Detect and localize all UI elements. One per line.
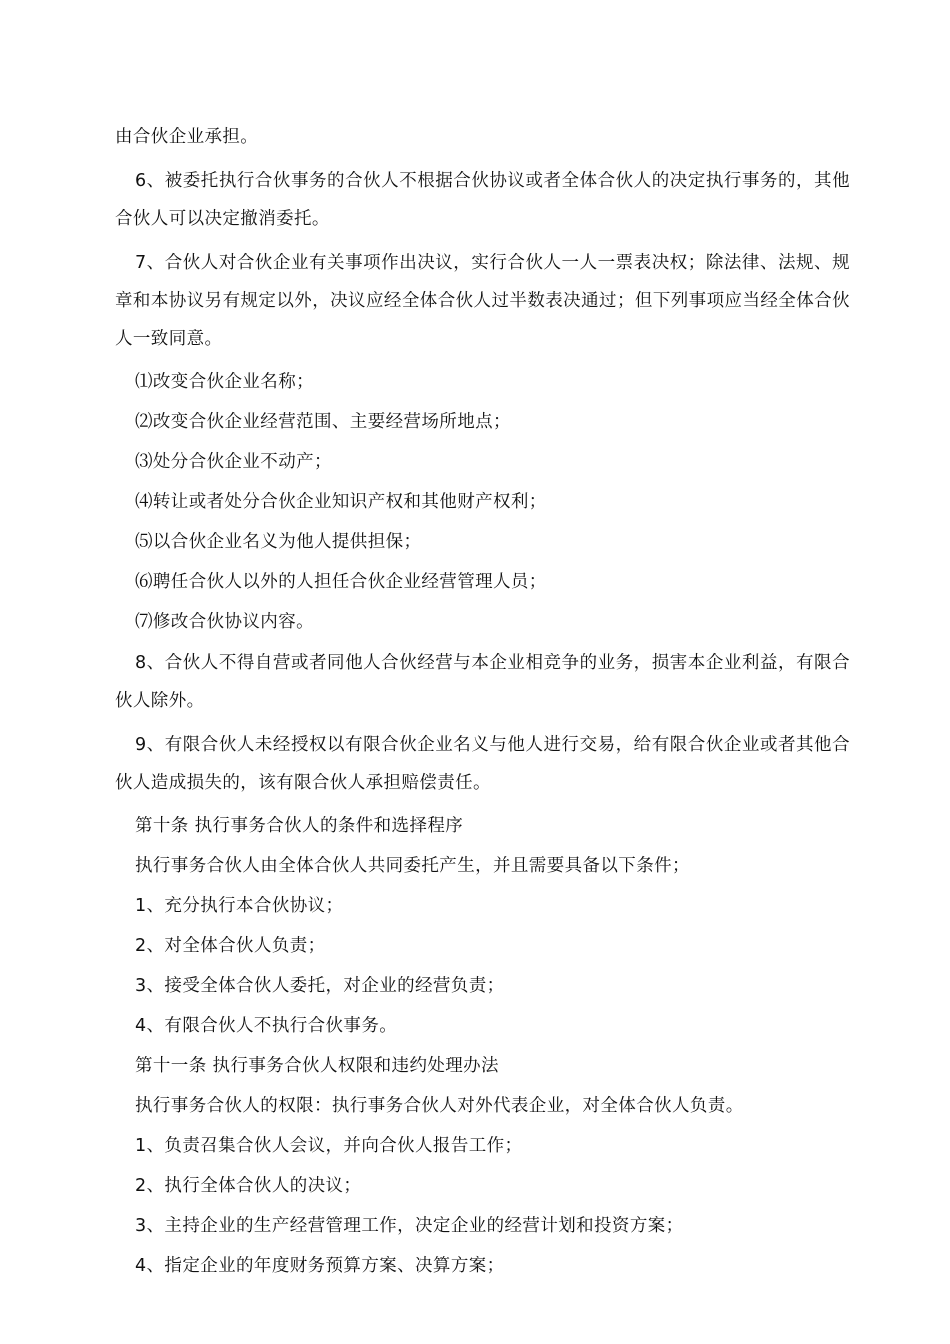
paragraph: 7、合伙人对合伙企业有关事项作出决议，实行合伙人一人一票表决权；除法律、法规、规章和本协议另有规定以外，决议应经全体合伙人过半数表决通过；但下列事项应当经全体合伙人一致同意。 [115,253,850,349]
section-heading: 第十条 执行事务合伙人的条件和选择程序 [135,816,464,836]
paragraph: 由合伙企业承担。 [115,127,259,147]
list-item: 1、负责召集合伙人会议，并向合伙人报告工作； [135,1136,523,1156]
section-heading: 第十一条 执行事务合伙人权限和违约处理办法 [135,1056,499,1076]
paragraph: 9、有限合伙人未经授权以有限合伙企业名义与他人进行交易，给有限合伙企业或者其他合伙人造成损失的，该有限合伙人承担赔偿责任。 [115,735,850,793]
list-item: 执行事务合伙人的权限：执行事务合伙人对外代表企业，对全体合伙人负责。 [135,1096,744,1116]
list-item: 2、对全体合伙人负责； [135,936,326,956]
list-item: ⑴改变合伙企业名称； [135,372,314,392]
list-item: 执行事务合伙人由全体合伙人共同委托产生，并且需要具备以下条件； [135,856,690,876]
list-item: ⑷转让或者处分合伙企业知识产权和其他财产权利； [135,492,547,512]
paragraph: 8、合伙人不得自营或者同他人合伙经营与本企业相竞争的业务，损害本企业利益，有限合伙人除外。 [115,653,850,711]
list-item: 4、有限合伙人不执行合伙事务。 [135,1016,398,1036]
paragraph: 6、被委托执行合伙事务的合伙人不根据合伙协议或者全体合伙人的决定执行事务的，其他合伙人可以决定撤消委托。 [115,171,850,229]
list-item: ⑺修改合伙协议内容。 [135,612,314,632]
list-item: ⑹聘任合伙人以外的人担任合伙企业经营管理人员； [135,572,547,592]
list-item: 3、主持企业的生产经营管理工作，决定企业的经营计划和投资方案； [135,1216,684,1236]
list-item: 3、接受全体合伙人委托，对企业的经营负责； [135,976,505,996]
document-page [115,118,850,1288]
list-item: 4、指定企业的年度财务预算方案、决算方案； [135,1256,505,1276]
list-item: 2、执行全体合伙人的决议； [135,1176,362,1196]
list-item: ⑵改变合伙企业经营范围、主要经营场所地点； [135,412,511,432]
list-item: 1、充分执行本合伙协议； [135,896,344,916]
list-item: ⑸以合伙企业名义为他人提供担保； [135,532,422,552]
list-item: ⑶处分合伙企业不动产； [135,452,332,472]
